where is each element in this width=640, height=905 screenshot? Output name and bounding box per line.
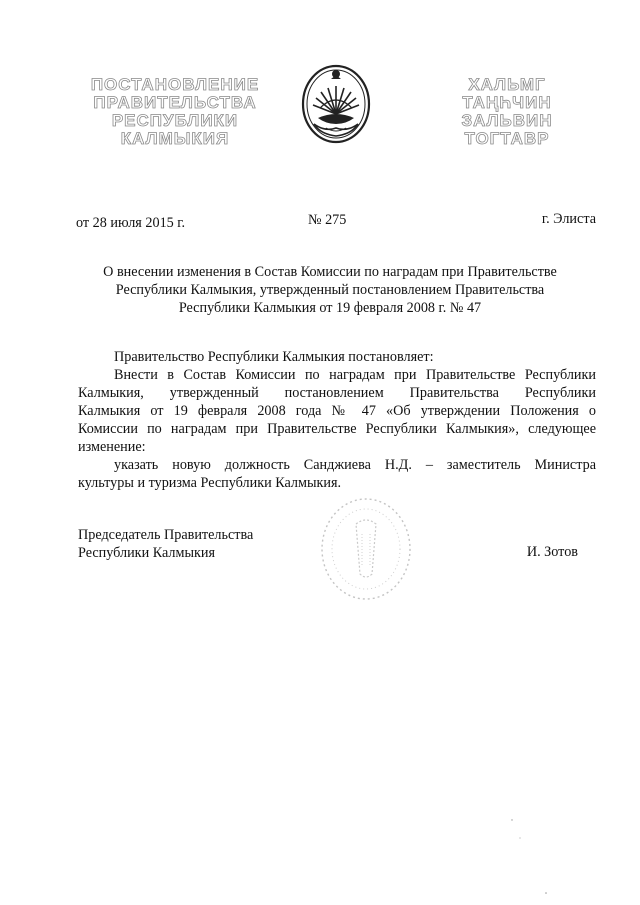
signature-title-line: Республики Калмыкия (78, 545, 216, 561)
body-line: культуры и туризма Республики Калмыкия. (78, 475, 342, 491)
body-intro: Правительство Республики Калмыкия постановляет: (114, 349, 434, 365)
header-right-line: ТОГТАВР (464, 129, 550, 148)
header-left-line: РЕСПУБЛИКИ (111, 111, 239, 130)
body-line: Калмыкия, утвержденный постановлением Правительства Республики (78, 385, 596, 401)
body-line: указать новую должность Санджиева Н.Д. – заместитель Министра (114, 457, 596, 473)
title-line: Республики Калмыкия, утвержденный постановлением Правительства (115, 282, 545, 298)
title-line: О внесении изменения в Состав Комиссии по наградам при Правительстве (103, 264, 557, 280)
body-line: Калмыкия от 19 февраля 2008 года № 47 «Об утверждении Положения о (78, 403, 596, 419)
header-right-line: ЗАЛЬВИН (461, 111, 553, 130)
title-line: Республики Калмыкия от 19 февраля 2008 г. № 47 (178, 300, 482, 316)
header-right-line: ТАҢҺЧИН (462, 93, 552, 112)
header-left-line: КАЛМЫКИЯ (120, 129, 230, 148)
body-line: Комиссии по наградам при Правительстве Республики Калмыкия», следующее (78, 421, 596, 437)
document-date: от 28 июля 2015 г. (76, 215, 186, 231)
document-city: г. Элиста (541, 211, 596, 227)
signature-title-line: Председатель Правительства (78, 527, 254, 543)
body-line: Внести в Состав Комиссии по наградам при Правительстве Республики (114, 367, 596, 383)
header-left-line: ПРАВИТЕЛЬСТВА (93, 93, 257, 112)
document-number: № 275 (308, 212, 347, 228)
signature-name: И. Зотов (526, 544, 578, 560)
header-right-line: ХАЛЬМГ (468, 75, 546, 94)
header-left-line: ПОСТАНОВЛЕНИЕ (90, 75, 260, 94)
body-line: изменение: (78, 439, 146, 455)
